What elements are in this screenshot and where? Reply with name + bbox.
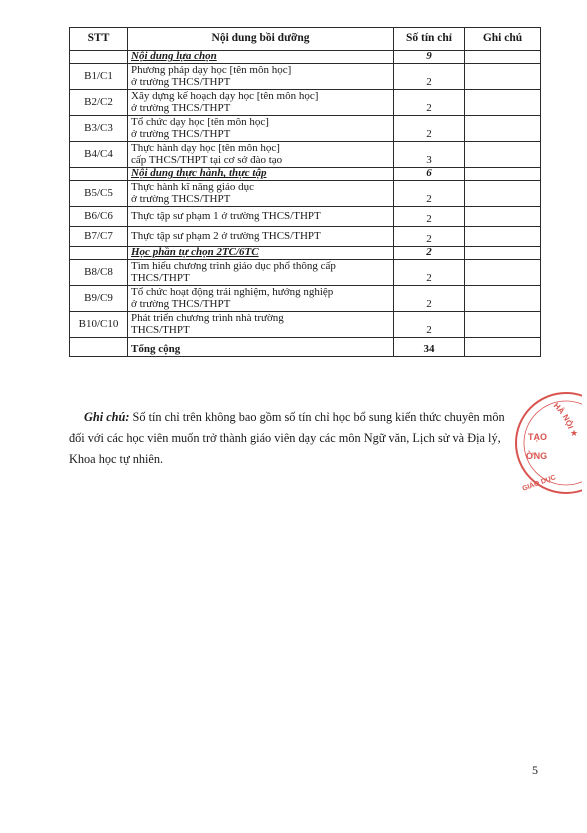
table-row — [70, 116, 541, 142]
stamp-text-ha-noi: HÀ NỘI — [551, 401, 575, 430]
content-line: ở trường THCS/THPT — [131, 192, 231, 205]
content-line: Xây dựng kế hoạch dạy học [tên môn học] — [131, 90, 319, 102]
header-credits: Số tín chỉ — [394, 28, 465, 51]
cell-credits: 2 — [394, 90, 465, 116]
table-body — [70, 51, 541, 357]
content-line: Tổng cộng — [131, 342, 181, 355]
footnote-line-1 — [84, 407, 540, 428]
cell-credits: 2 — [394, 312, 465, 338]
cell-stt: B3/C3 — [70, 116, 128, 142]
content-line: Tổ chức hoạt động trải nghiệm, hướng nghiệp — [131, 286, 334, 298]
cell-content — [128, 207, 394, 227]
table-row — [70, 312, 541, 338]
cell-note — [465, 260, 541, 286]
cell-note — [465, 64, 541, 90]
footnote-line-2: đối với các học viên muốn trở thành giáo viên dạy các môn Ngữ văn, Lịch sử và Địa lý, — [69, 431, 501, 445]
content-line: Thực tập sư phạm 1 ở trường THCS/THPT — [131, 209, 321, 222]
cell-credits: 6 — [394, 168, 465, 181]
footnote — [69, 407, 540, 470]
section-row — [70, 247, 541, 260]
cell-content — [128, 142, 394, 168]
cell-stt: B10/C10 — [70, 312, 128, 338]
table-row — [70, 227, 541, 247]
star-icon: ★ — [570, 428, 579, 438]
content-line: ở trường THCS/THPT — [131, 127, 231, 140]
cell-content — [128, 312, 394, 338]
cell-note — [465, 116, 541, 142]
cell-note — [465, 338, 541, 357]
cell-stt — [70, 247, 128, 260]
cell-credits: 3 — [394, 142, 465, 168]
curriculum-table — [69, 27, 541, 357]
cell-credits: 2 — [394, 247, 465, 260]
content-line: THCS/THPT — [131, 271, 190, 284]
cell-stt — [70, 51, 128, 64]
table-row — [70, 142, 541, 168]
cell-credits: 2 — [394, 116, 465, 142]
content-line: Tổ chức dạy học [tên môn học] — [131, 116, 269, 128]
cell-content — [128, 247, 394, 260]
content-line: Phương pháp dạy học [tên môn học] — [131, 64, 292, 76]
content-line: cấp THCS/THPT tại cơ sở đào tạo — [131, 153, 283, 166]
page-number: 5 — [532, 763, 538, 777]
cell-stt: B5/C5 — [70, 181, 128, 207]
cell-content — [128, 51, 394, 64]
content-line: THCS/THPT — [131, 323, 190, 336]
content-line: Học phần tự chọn 2TC/6TC — [131, 246, 259, 259]
content-line: Thực hành kĩ năng giáo dục — [131, 181, 254, 193]
cell-note — [465, 142, 541, 168]
cell-stt: B9/C9 — [70, 286, 128, 312]
stamp-text-ng: ỜNG — [526, 451, 548, 461]
table-row — [70, 181, 541, 207]
cell-stt — [70, 338, 128, 357]
cell-stt: B4/C4 — [70, 142, 128, 168]
cell-content — [128, 286, 394, 312]
table-row — [70, 64, 541, 90]
stamp-text-giao-duc: GIÁO DỤC — [521, 474, 557, 493]
cell-note — [465, 247, 541, 260]
cell-content — [128, 116, 394, 142]
cell-content — [128, 338, 394, 357]
content-line: Thực tập sư phạm 2 ở trường THCS/THPT — [131, 229, 321, 242]
stamp-text-tao: TẠO — [528, 432, 547, 442]
table-header-row — [70, 28, 541, 51]
cell-credits: 34 — [394, 338, 465, 357]
table-row — [70, 260, 541, 286]
cell-note — [465, 312, 541, 338]
cell-stt: B7/C7 — [70, 227, 128, 247]
cell-stt — [70, 168, 128, 181]
content-line: Nội dung lựa chọn — [131, 50, 217, 63]
cell-content — [128, 168, 394, 181]
svg-text:HÀ NỘI — [552, 401, 575, 430]
footnote-text-1: Số tín chỉ trên không bao gồm số tín chỉ học bổ sung kiến thức chuyên môn — [132, 410, 505, 424]
cell-credits: 2 — [394, 181, 465, 207]
content-line: Tìm hiểu chương trình giáo dục phổ thông cấp — [131, 260, 336, 272]
cell-stt: B8/C8 — [70, 260, 128, 286]
cell-content — [128, 64, 394, 90]
stamp-seal-image — [512, 388, 582, 498]
section-row — [70, 51, 541, 64]
section-row — [70, 168, 541, 181]
content-line: ở trường THCS/THPT — [131, 297, 231, 310]
content-line: Phát triển chương trình nhà trường — [131, 312, 284, 324]
content-line: Thực hành dạy học [tên môn học] — [131, 142, 280, 154]
header-notes: Ghi chú — [465, 28, 541, 51]
cell-credits: 2 — [394, 207, 465, 227]
cell-credits: 2 — [394, 64, 465, 90]
header-stt: STT — [70, 28, 128, 51]
cell-stt: B1/C1 — [70, 64, 128, 90]
cell-credits: 2 — [394, 227, 465, 247]
footnote-label: Ghi chú: — [84, 410, 130, 424]
cell-note — [465, 227, 541, 247]
cell-note — [465, 181, 541, 207]
table-row — [70, 286, 541, 312]
footnote-line-3: Khoa học tự nhiên. — [69, 452, 164, 466]
cell-stt: B6/C6 — [70, 207, 128, 227]
cell-content — [128, 181, 394, 207]
cell-credits: 2 — [394, 260, 465, 286]
cell-credits: 9 — [394, 51, 465, 64]
content-line: ở trường THCS/THPT — [131, 75, 231, 88]
cell-stt: B2/C2 — [70, 90, 128, 116]
cell-note — [465, 207, 541, 227]
cell-content — [128, 227, 394, 247]
cell-content — [128, 90, 394, 116]
header-content: Nội dung bồi dưỡng — [128, 28, 394, 51]
content-line: ở trường THCS/THPT — [131, 101, 231, 114]
table-row — [70, 207, 541, 227]
content-line: Nội dung thực hành, thực tập — [131, 167, 267, 180]
total-row — [70, 338, 541, 357]
cell-content — [128, 260, 394, 286]
cell-note — [465, 286, 541, 312]
curriculum-table-container — [69, 27, 540, 357]
cell-credits: 2 — [394, 286, 465, 312]
cell-note — [465, 90, 541, 116]
table-row — [70, 90, 541, 116]
cell-note — [465, 51, 541, 64]
cell-note — [465, 168, 541, 181]
